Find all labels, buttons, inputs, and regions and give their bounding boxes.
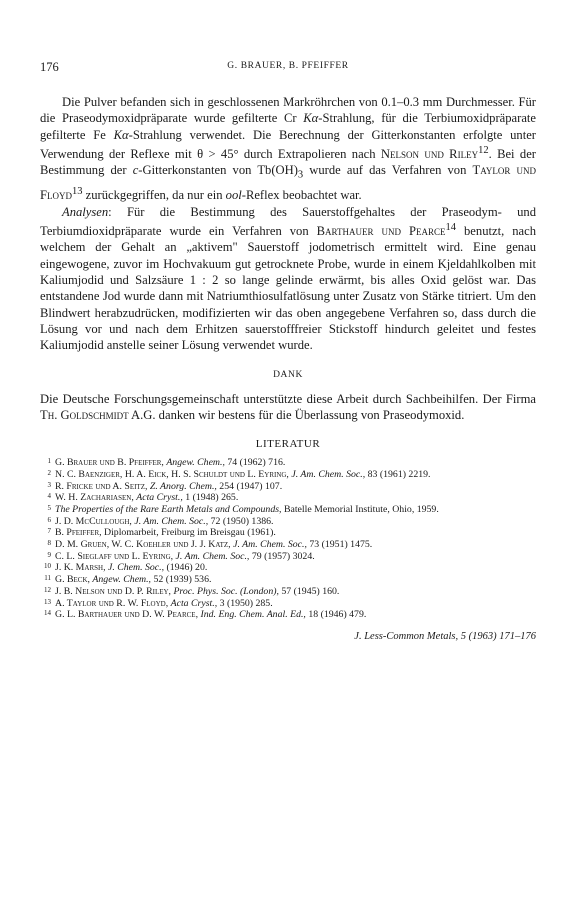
reference-journal: J. Am. Chem. Soc.,: [175, 550, 250, 562]
reference-authors: D. M. Gruen, W. C. Koehler und J. J. Katz,: [55, 539, 231, 551]
reference-number: 12: [44, 585, 51, 594]
reference-journal: Angew. Chem.,: [166, 457, 225, 469]
reference-authors: A. Taylor und R. W. Floyd,: [55, 597, 169, 609]
reference-number: 11: [44, 574, 51, 583]
reference-journal: Acta Cryst.,: [170, 597, 218, 609]
reference-number: 13: [44, 597, 51, 606]
dank-heading: DANK: [273, 369, 303, 380]
reference-journal: J. Am. Chem. Soc.,: [134, 515, 209, 527]
dank-paragraph: Die Deutsche Forschungsgemeinschaft unterstützte diese Arbeit durch Sachbeihilfen. Der Firma Th. Goldschmidt A.G. danken wir bestens für die Überlassung von Praseodymoxid.: [40, 391, 536, 422]
reference-details: 1 (1948) 265.: [182, 492, 239, 504]
reference-details: 72 (1950) 1386.: [208, 515, 274, 527]
reference-authors: J. K. Marsh,: [55, 562, 106, 574]
reference-authors: C. L. Sieglaff und L. Eyring,: [55, 550, 174, 562]
reference-item: [40, 598, 536, 610]
reference-journal: J. Am. Chem. Soc.,: [233, 539, 307, 551]
reference-journal: Acta Cryst.,: [136, 492, 183, 504]
journal-citation: J. Less-Common Metals, 5 (1963) 171–176: [354, 630, 536, 642]
page-header: [40, 60, 536, 78]
reference-item: [40, 504, 536, 516]
reference-details: (1946) 20.: [164, 562, 208, 574]
reference-item: [40, 574, 536, 586]
reference-number: 9: [47, 550, 51, 559]
reference-number: 6: [47, 515, 51, 524]
reference-authors: J. D. McCullough,: [55, 515, 132, 527]
paragraph-analysen: Analysen: Für die Bestimmung des Sauerstoffgehaltes der Praseodym- und Terbiumdioxidpräparate wurde ein Verfahren von Barthauer und Pearce$^{14}$ benutzt, nach welchem der Gehalt an „aktivem" Sauerstoff jodometrisch ermittelt wird. Eine genau eingewogene, zuvor im Hochvakuum gut getrocknete Probe, wurde in einem Kjeldahlkolben mit Kaliumjodid und Salzsäure 1 : 2 so lange gelinde erwärmt, bis alles Oxid gelöst war. Das entstandene Jod wurde dann mit Natriumthiosulfatlösung unter Zusatz von Stärke titriert. Um den Blindwert herabzudrücken, modifizierten wir das oben angegebene Verfahren so, dass durch die Lösung vor und nach dem Erhitzen sauerstofffreier Stickstoff hindurch geleitet und festes Kaliumjodid anstelle seiner Lösung verwendet wurde.: [40, 204, 536, 353]
reference-item: [40, 516, 536, 528]
reference-number: 2: [47, 468, 51, 477]
running-title: G. BRAUER, B. PFEIFFER: [227, 61, 349, 71]
author-citation: Nelson und Riley: [380, 147, 479, 162]
reference-details: 73 (1951) 1475.: [306, 539, 373, 551]
reference-item: [40, 527, 536, 539]
reference-journal: Ind. Eng. Chem. Anal. Ed.,: [200, 609, 306, 621]
reference-number: 5: [47, 503, 51, 512]
reference-details: 18 (1946) 479.: [305, 609, 367, 621]
reference-journal: Z. Anorg. Chem.,: [149, 480, 217, 492]
reference-authors: G. Beck,: [55, 574, 90, 586]
reference-item: [40, 609, 536, 621]
reference-authors: R. Fricke und A. Seitz,: [55, 480, 148, 492]
reference-authors: G. L. Barthauer und D. W. Pearce,: [55, 609, 199, 621]
reference-journal: J. Chem. Soc.,: [107, 562, 165, 574]
reference-authors: G. Brauer und B. Pfeiffer,: [55, 457, 164, 469]
literatur-heading: LITERATUR: [255, 438, 321, 451]
reference-details: 74 (1962) 716.: [224, 457, 286, 469]
body-text: [40, 94, 536, 354]
reference-authors: J. B. Nelson und D. P. Riley,: [55, 585, 171, 597]
reference-number: 3: [47, 480, 51, 489]
reference-item: [40, 492, 536, 504]
reference-details: 57 (1945) 160.: [278, 585, 340, 597]
reference-details: 3 (1950) 285.: [217, 597, 273, 609]
reference-authors: B. Pfeiffer,: [55, 527, 102, 539]
reference-journal: Angew. Chem.,: [92, 574, 152, 586]
reference-details: Batelle Memorial Institute, Ohio, 1959.: [281, 503, 439, 515]
reference-journal: The Properties of the Rare Earth Metals and Compounds,: [55, 503, 282, 515]
reference-number: 8: [47, 539, 51, 548]
page-number: 176: [40, 60, 59, 74]
paper-page: [40, 60, 536, 642]
reference-details: Diplomarbeit, Freiburg im Breisgau (1961).: [101, 527, 276, 539]
reference-item: [40, 539, 536, 551]
reference-number: 4: [47, 492, 51, 501]
reference-number: 1: [47, 457, 51, 466]
reference-number: 7: [47, 527, 51, 536]
reference-item: [40, 481, 536, 493]
reference-journal: J. Am. Chem. Soc.,: [291, 468, 366, 480]
reference-item: [40, 469, 536, 481]
author-citation: Taylor und Floyd: [40, 163, 536, 203]
reference-item: [40, 562, 536, 574]
reference-details: 79 (1957) 3024.: [249, 550, 315, 562]
paragraph-methods: Die Pulver befanden sich in geschlossenen Markröhrchen von 0.1–0.3 mm Durchmesser. Für die Praseodymoxidpräparate wurde gefilterte Cr Kα-Strahlung, für die Terbiumoxidpräparate gefilterte Fe Kα-Strahlung verwendet. Die Berechnung der Gitterkonstanten erfolgte unter Verwendung der Reflexe mit θ > 45° durch Extrapolieren nach Nelson und Riley$^{12}$. Bei der Bestimmung der c-Gitterkonstanten von $Tb(OH)_3$ wurde auf das Verfahren von Taylor und Floyd$^{13}$ zurückgegriffen, da nur ein ool-Reflex beobachtet war.: [40, 95, 536, 203]
reference-item: [40, 551, 536, 563]
reference-details: 83 (1961) 2219.: [365, 468, 431, 480]
reference-details: 52 (1939) 536.: [151, 574, 212, 586]
reference-authors: W. H. Zachariasen,: [55, 492, 134, 504]
paragraph-label: Analysen: [62, 204, 109, 219]
reference-authors: N. C. Baenziger, H. A. Eick, H. S. Schuldt und L. Eyring,: [55, 468, 289, 480]
reference-item: [40, 457, 536, 469]
reference-number: 14: [44, 609, 51, 618]
reference-details: 254 (1947) 107.: [216, 480, 283, 492]
reference-journal: Proc. Phys. Soc. (London),: [173, 585, 279, 597]
reference-item: [40, 586, 536, 598]
author-citation: Barthauer und Pearce: [316, 224, 446, 239]
reference-list: [40, 457, 536, 621]
reference-number: 10: [44, 562, 51, 571]
